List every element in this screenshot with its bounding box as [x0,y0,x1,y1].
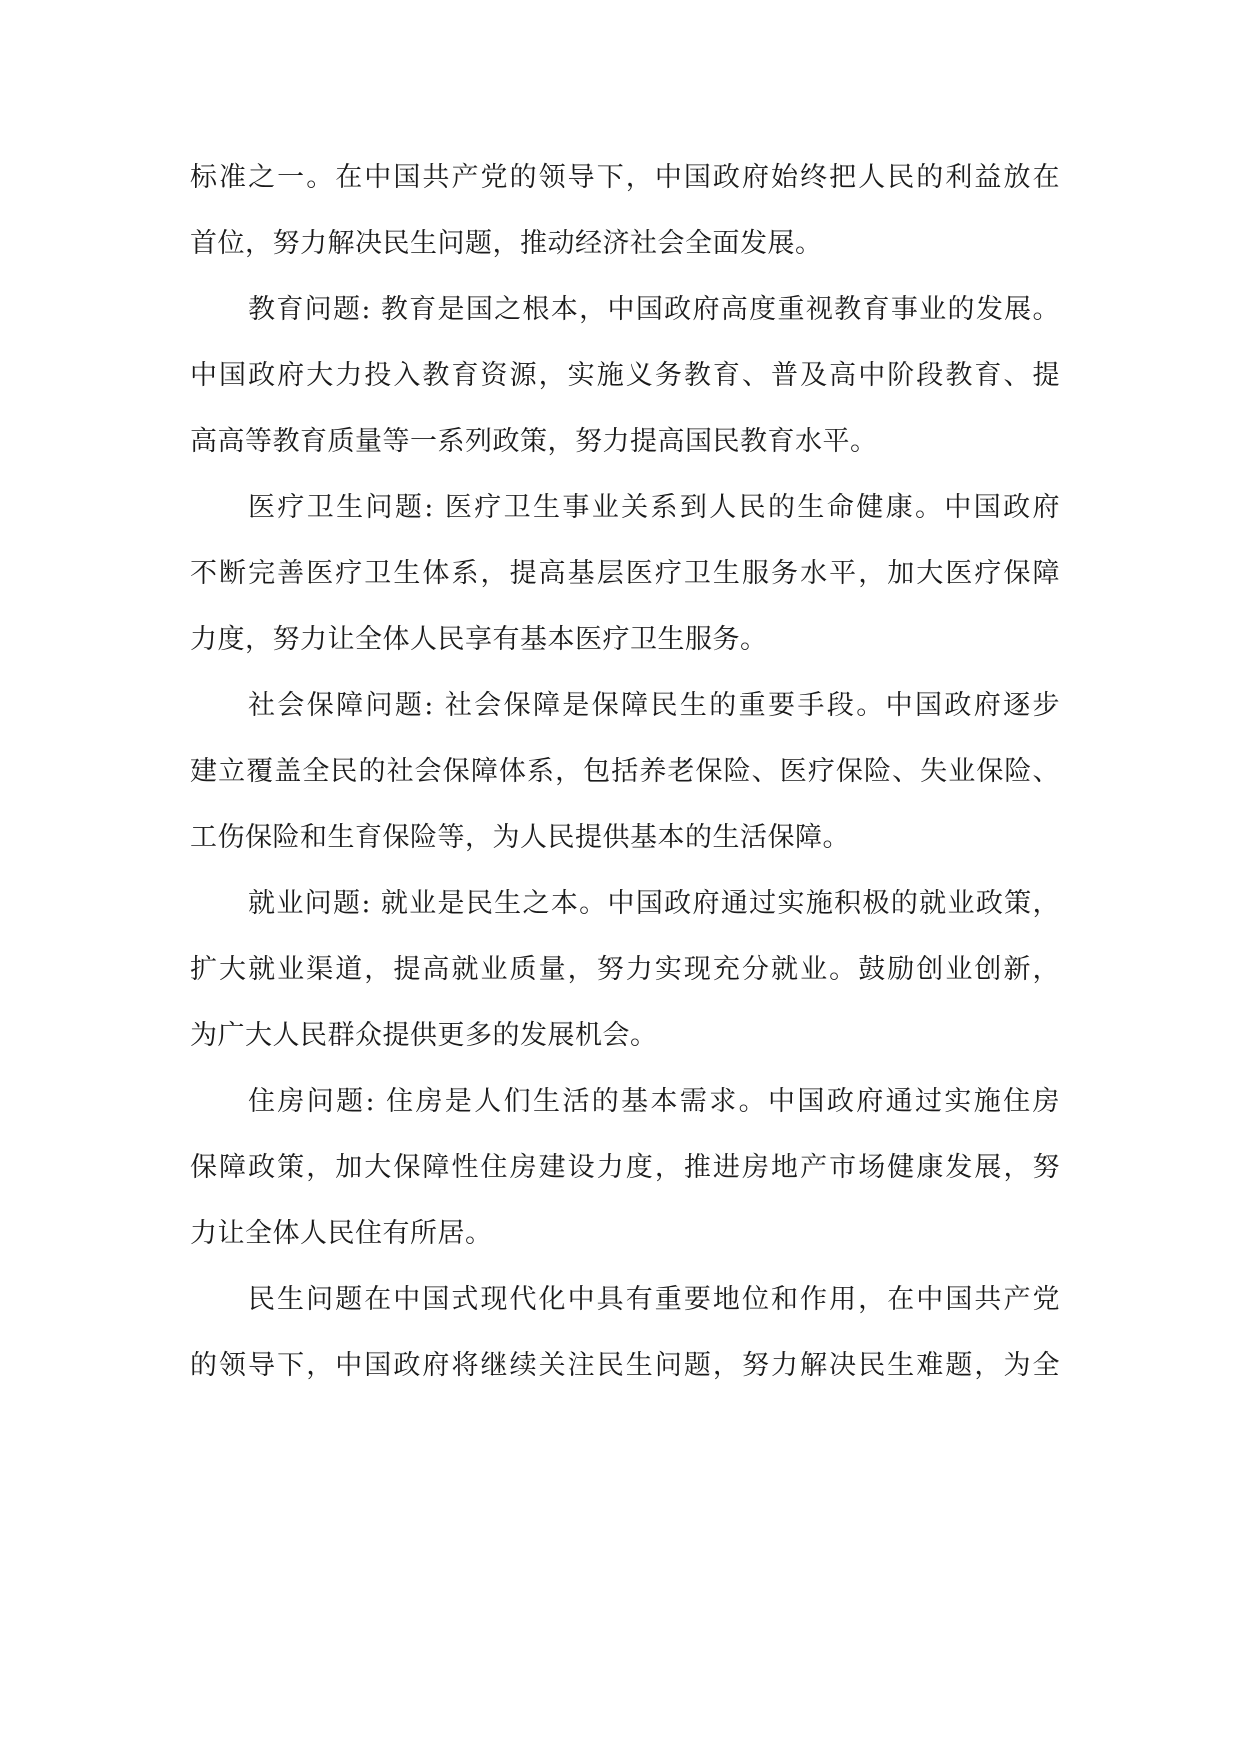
text-line: 保障政策，加大保障性住房建设力度，推进房地产市场健康发展，努 [190,1152,1060,1183]
text-line: 标准之一。在中国共产党的领导下，中国政府始终把人民的利益放在 [190,162,1060,193]
paragraph-conclusion [190,1267,1060,1399]
text-line: 中国政府大力投入教育资源，实施义务教育、普及高中阶段教育、提 [190,360,1060,391]
text-line: 民生问题在中国式现代化中具有重要地位和作用，在中国共产党 [248,1284,1060,1315]
text-line: 为广大人民群众提供更多的发展机会。 [190,1020,658,1051]
paragraph-social-security [190,673,1060,871]
text-line: 首位，努力解决民生问题，推动经济社会全面发展。 [190,228,823,259]
text-line: 建立覆盖全民的社会保障体系，包括养老保险、医疗保险、失业保险、 [190,756,1060,787]
paragraph-education [190,277,1060,475]
text-line: 住房问题: 住房是人们生活的基本需求。中国政府通过实施住房 [248,1086,1060,1117]
text-line: 力度，努力让全体人民享有基本医疗卫生服务。 [190,624,768,655]
paragraph-intro-continued [190,145,1060,277]
text-line: 高高等教育质量等一系列政策，努力提高国民教育水平。 [190,426,878,457]
text-line: 的领导下，中国政府将继续关注民生问题，努力解决民生难题，为全 [190,1350,1060,1381]
paragraph-employment [190,871,1060,1069]
text-line: 工伤保险和生育保险等，为人民提供基本的生活保障。 [190,822,850,853]
text-line: 就业问题: 就业是民生之本。中国政府通过实施积极的就业政策， [248,888,1060,919]
text-line: 扩大就业渠道，提高就业质量，努力实现充分就业。鼓励创业创新， [190,954,1060,985]
paragraph-healthcare [190,475,1060,673]
text-line: 不断完善医疗卫生体系，提高基层医疗卫生服务水平，加大医疗保障 [190,558,1060,589]
text-line: 医疗卫生问题: 医疗卫生事业关系到人民的生命健康。中国政府 [248,492,1060,523]
paragraph-housing [190,1069,1060,1267]
text-line: 力让全体人民住有所居。 [190,1218,493,1249]
text-line: 教育问题: 教育是国之根本，中国政府高度重视教育事业的发展。 [248,294,1060,325]
body-text [190,145,1060,1399]
text-line: 社会保障问题: 社会保障是保障民生的重要手段。中国政府逐步 [248,690,1060,721]
